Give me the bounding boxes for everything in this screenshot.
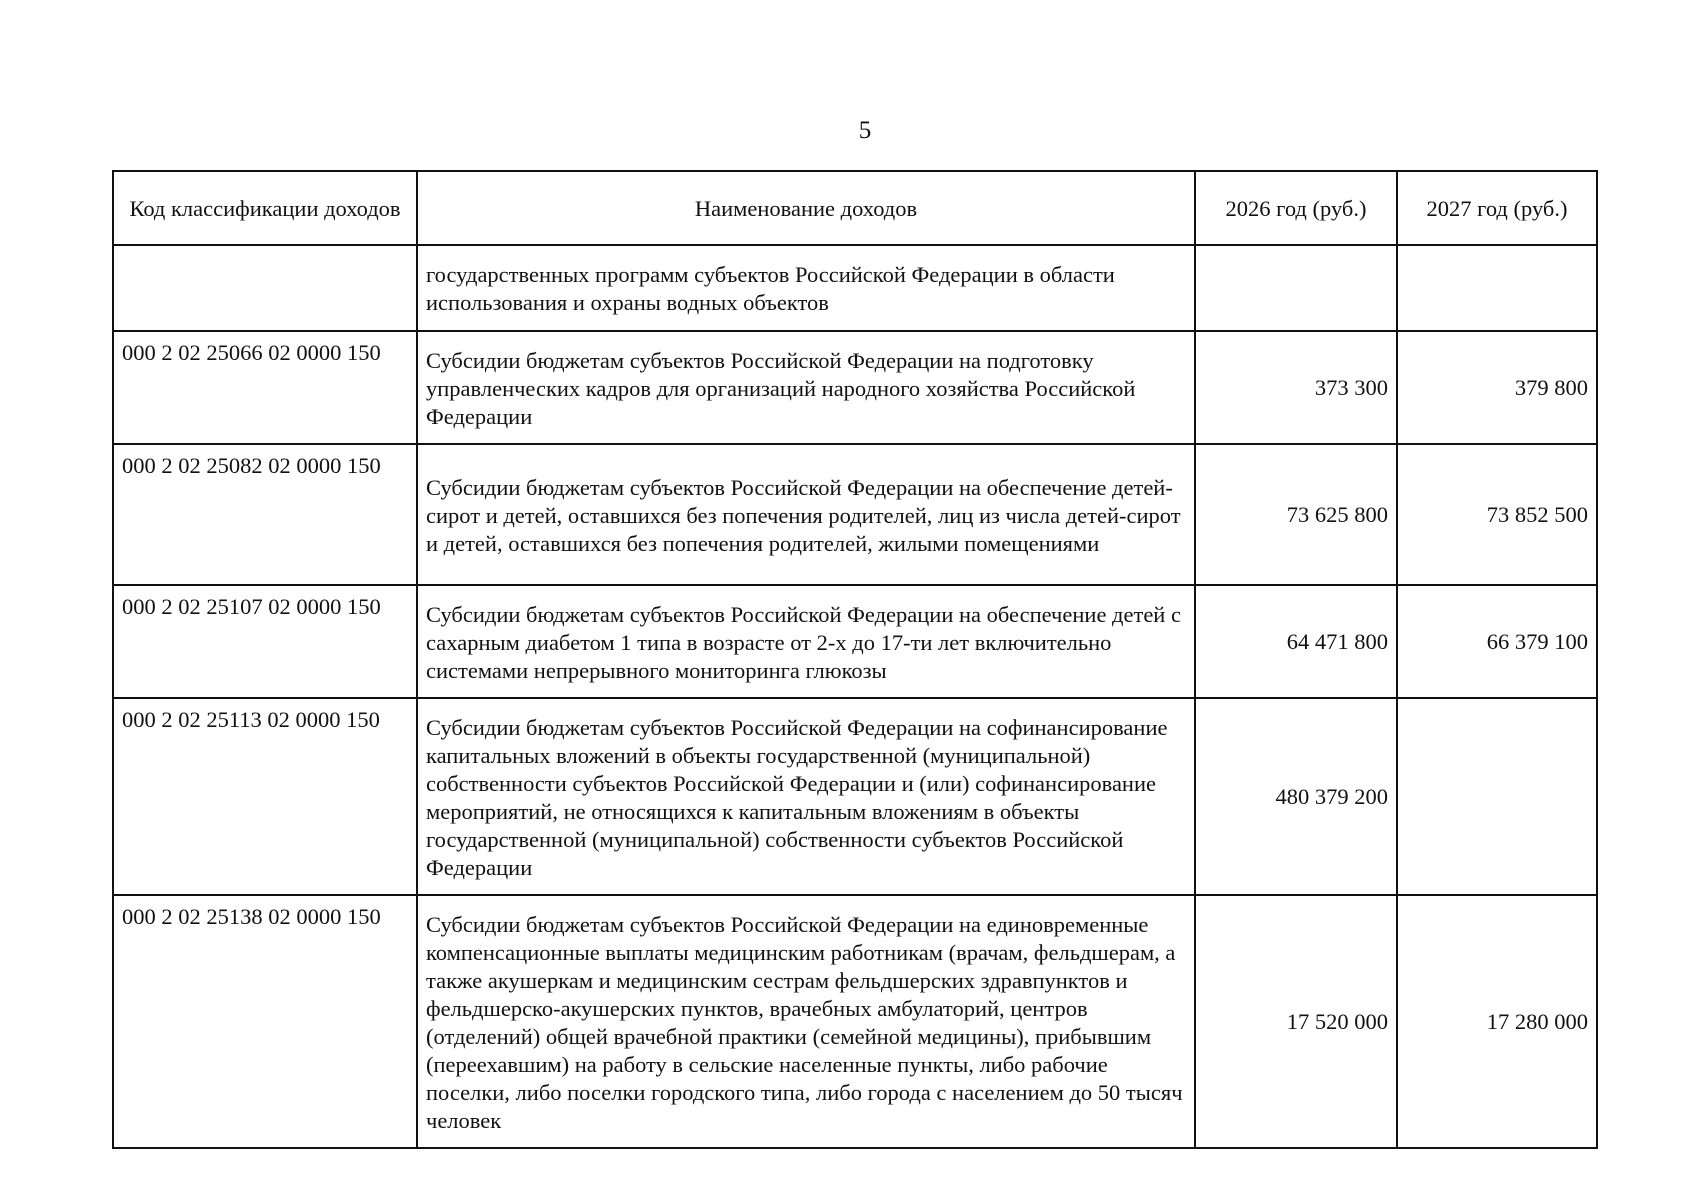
row-amount-2026: 64 471 800 <box>1195 585 1397 698</box>
row-code <box>113 245 417 331</box>
row-name: Субсидии бюджетам субъектов Российской Федерации на единовременные компенсационные выплаты медицинским работникам (врачам, фельдшерам, а также акушеркам и медицинским сестрам фельдшерских здравпунктов и фельдшерско-акушерских пунктов, врачебных амбулаторий, центров (отделений) общей врачебной практики (семейной медицины), прибывшим (переехавшим) на работу в сельские населенные пункты, либо рабочие поселки, либо поселки городского типа, либо города с населением до 50 тысяч человек <box>417 895 1195 1148</box>
row-amount-2027: 379 800 <box>1397 331 1597 444</box>
row-name: Субсидии бюджетам субъектов Российской Федерации на обеспечение детей с сахарным диабетом 1 типа в возрасте от 2-х до 17-ти лет включительно системами непрерывного мониторинга глюкозы <box>417 585 1195 698</box>
table-row <box>113 444 1597 585</box>
row-code: 000 2 02 25113 02 0000 150 <box>113 698 417 895</box>
table-row <box>113 895 1597 1148</box>
row-name: Субсидии бюджетам субъектов Российской Федерации на подготовку управленческих кадров для организаций народного хозяйства Российской Федерации <box>417 331 1195 444</box>
income-table <box>112 170 1598 1149</box>
row-name: Субсидии бюджетам субъектов Российской Федерации на обеспечение детей-сирот и детей, оставшихся без попечения родителей, лиц из числа детей-сирот и детей, оставшихся без попечения родителей, жилыми помещениями <box>417 444 1195 585</box>
table-row <box>113 585 1597 698</box>
row-amount-2027 <box>1397 245 1597 331</box>
table-row <box>113 245 1597 331</box>
header-name: Наименование доходов <box>417 171 1195 245</box>
page-number: 5 <box>858 117 872 144</box>
header-code: Код классификации доходов <box>113 171 417 245</box>
row-amount-2027: 66 379 100 <box>1397 585 1597 698</box>
row-code: 000 2 02 25082 02 0000 150 <box>113 444 417 585</box>
row-amount-2026: 480 379 200 <box>1195 698 1397 895</box>
row-amount-2027: 73 852 500 <box>1397 444 1597 585</box>
header-2027: 2027 год (руб.) <box>1397 171 1597 245</box>
row-name: Субсидии бюджетам субъектов Российской Федерации на софинансирование капитальных вложений в объекты государственной (муниципальной) собственности субъектов Российской Федерации и (или) софинансирование мероприятий, не относящихся к капитальным вложениям в объекты государственной (муниципальной) собственности субъектов Российской Федерации <box>417 698 1195 895</box>
header-2026: 2026 год (руб.) <box>1195 171 1397 245</box>
row-amount-2026: 73 625 800 <box>1195 444 1397 585</box>
row-amount-2027 <box>1397 698 1597 895</box>
table-row <box>113 331 1597 444</box>
row-amount-2026: 17 520 000 <box>1195 895 1397 1148</box>
table-row <box>113 698 1597 895</box>
table-header-row <box>113 171 1597 245</box>
row-code: 000 2 02 25066 02 0000 150 <box>113 331 417 444</box>
row-name: государственных программ субъектов Российской Федерации в области использования и охраны водных объектов <box>417 245 1195 331</box>
row-code: 000 2 02 25107 02 0000 150 <box>113 585 417 698</box>
row-amount-2026: 373 300 <box>1195 331 1397 444</box>
row-amount-2026 <box>1195 245 1397 331</box>
row-code: 000 2 02 25138 02 0000 150 <box>113 895 417 1148</box>
row-amount-2027: 17 280 000 <box>1397 895 1597 1148</box>
